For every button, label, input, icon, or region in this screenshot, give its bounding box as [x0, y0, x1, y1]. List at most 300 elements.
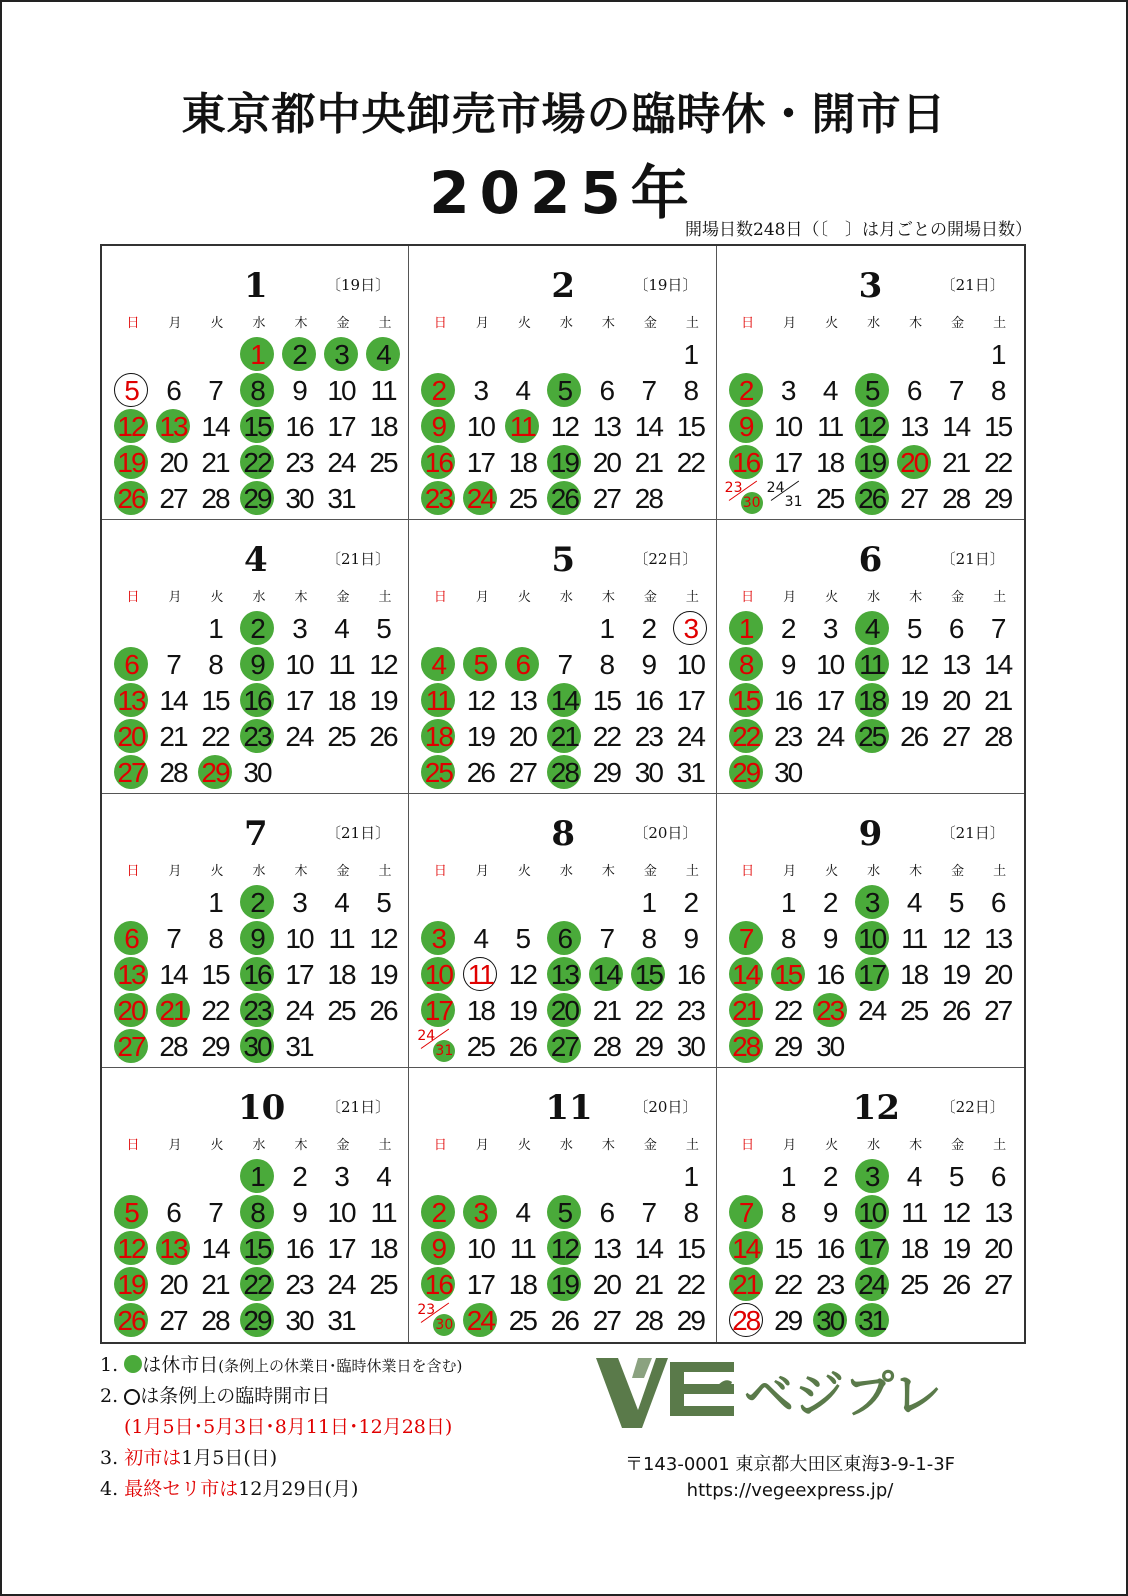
day-number: 26 [900, 721, 928, 752]
day-cell [587, 374, 625, 408]
day-number: 8 [641, 923, 656, 954]
weekday-label: 水 [559, 316, 573, 331]
day-cell [419, 482, 457, 516]
day-cell [419, 1232, 457, 1266]
day-cell [112, 1196, 150, 1230]
month-open-count: 〔22日〕 [940, 1098, 1005, 1116]
day-cell [769, 374, 807, 408]
day-number: 14 [592, 959, 620, 990]
day-number: 24 [327, 447, 355, 478]
weekday-label: 日 [126, 590, 140, 605]
day-number: 27 [592, 1305, 620, 1336]
day-cell [196, 886, 234, 920]
day-number: 23 [724, 480, 743, 496]
day-number: 3 [780, 375, 795, 406]
day-number: 3 [292, 887, 306, 918]
weekday-label: 火 [517, 1138, 531, 1153]
day-cell [671, 612, 709, 646]
day-cell [196, 1030, 234, 1064]
day-number: 24 [766, 480, 785, 496]
day-cell [895, 994, 933, 1028]
day-cell [196, 482, 234, 516]
day-number: 23 [424, 483, 452, 514]
day-number: 6 [124, 923, 138, 954]
day-number: 27 [159, 1305, 187, 1336]
day-cell [587, 612, 625, 646]
month-7 [102, 794, 409, 1068]
day-number: 18 [816, 447, 844, 478]
day-number: 17 [327, 411, 355, 442]
day-number: 16 [285, 1233, 313, 1264]
day-number: 17 [424, 995, 452, 1026]
day-number: 25 [466, 1031, 494, 1062]
day-number: 22 [592, 721, 620, 752]
day-number: 20 [117, 721, 145, 752]
day-number: 12 [466, 685, 494, 716]
day-number: 16 [774, 685, 802, 716]
day-number: 21 [592, 995, 620, 1026]
day-number: 26 [117, 1305, 145, 1336]
day-number: 4 [334, 887, 348, 918]
day-cell [322, 1196, 360, 1230]
day-number: 6 [515, 649, 530, 680]
day-number: 7 [948, 375, 963, 406]
day-cell [419, 958, 457, 992]
weekday-label: 水 [559, 590, 573, 605]
weekday-label: 火 [825, 864, 839, 879]
day-cell [671, 756, 709, 790]
green-dot-icon [124, 1355, 142, 1373]
day-number: 5 [376, 887, 390, 918]
day-cell [629, 994, 667, 1028]
day-number: 14 [201, 1233, 229, 1264]
weekday-label: 土 [993, 1138, 1007, 1153]
day-number: 2 [292, 339, 306, 370]
day-cell [112, 958, 150, 992]
weekday-label: 火 [517, 864, 531, 879]
day-number: 18 [508, 447, 536, 478]
day-number: 2 [780, 613, 795, 644]
day-number: 1 [990, 339, 1005, 370]
day-number: 11 [817, 411, 843, 442]
day-cell [629, 1304, 667, 1338]
day-number: 26 [942, 995, 970, 1026]
day-number: 31 [285, 1031, 313, 1062]
weekday-label: 月 [475, 316, 489, 331]
weekday-label: 火 [210, 1138, 224, 1153]
weekday-label: 土 [378, 1138, 392, 1153]
day-number: 18 [900, 1233, 928, 1264]
day-cell [238, 612, 276, 646]
day-number: 19 [117, 1269, 145, 1300]
day-number: 23 [816, 995, 844, 1026]
day-cell [937, 1160, 975, 1194]
day-number: 29 [676, 1305, 704, 1336]
month-open-count: 〔21日〕 [326, 1098, 391, 1116]
day-cell [364, 886, 402, 920]
day-number: 27 [550, 1031, 578, 1062]
day-number: 18 [369, 411, 397, 442]
day-pair-24-31 [765, 480, 809, 516]
day-cell [853, 410, 891, 444]
day-cell [587, 684, 625, 718]
day-number: 23 [285, 447, 313, 478]
day-cell [545, 1030, 583, 1064]
weekday-label: 木 [601, 864, 615, 879]
day-number: 11 [901, 923, 927, 954]
day-cell [364, 446, 402, 480]
day-cell [280, 374, 318, 408]
day-cell [196, 720, 234, 754]
day-cell [154, 958, 192, 992]
day-cell [364, 1160, 402, 1194]
day-number: 11 [509, 411, 535, 442]
day-number: 20 [984, 1233, 1012, 1264]
day-cell [154, 756, 192, 790]
day-cell [545, 684, 583, 718]
day-number: 15 [676, 1233, 704, 1264]
day-cell [503, 994, 541, 1028]
day-cell [112, 994, 150, 1028]
day-cell [769, 922, 807, 956]
day-number: 13 [984, 1197, 1012, 1228]
month-open-count: 〔21日〕 [940, 276, 1005, 294]
weekday-label: 水 [559, 1138, 573, 1153]
day-cell [671, 1304, 709, 1338]
day-cell [112, 1268, 150, 1302]
day-number: 14 [732, 959, 760, 990]
weekday-label: 木 [294, 1138, 308, 1153]
day-number: 24 [466, 483, 494, 514]
day-number: 15 [774, 959, 802, 990]
day-cell [280, 338, 318, 372]
day-cell [322, 886, 360, 920]
weekday-label: 金 [336, 1138, 350, 1153]
day-cell [461, 922, 499, 956]
day-number: 13 [984, 923, 1012, 954]
day-number: 15 [676, 411, 704, 442]
day-cell [853, 1196, 891, 1230]
day-number: 3 [473, 375, 488, 406]
month-open-count: 〔19日〕 [633, 276, 698, 294]
day-number: 13 [159, 1233, 187, 1264]
day-number: 29 [592, 757, 620, 788]
day-number: 26 [508, 1031, 536, 1062]
day-cell [545, 1268, 583, 1302]
day-number: 28 [634, 483, 662, 514]
day-number: 18 [369, 1233, 397, 1264]
day-cell [280, 1160, 318, 1194]
day-number: 17 [466, 447, 494, 478]
day-cell [461, 482, 499, 516]
weekday-label: 土 [378, 590, 392, 605]
day-number: 21 [732, 1269, 760, 1300]
day-number: 6 [906, 375, 921, 406]
day-number: 10 [774, 411, 802, 442]
day-cell [769, 886, 807, 920]
weekday-label: 水 [867, 316, 881, 331]
day-number: 29 [774, 1305, 802, 1336]
day-cell [853, 886, 891, 920]
day-cell [895, 1160, 933, 1194]
day-cell [727, 648, 765, 682]
weekday-label: 火 [825, 590, 839, 605]
weekday-label: 金 [951, 316, 965, 331]
day-cell [238, 1030, 276, 1064]
day-cell [937, 446, 975, 480]
day-number: 4 [906, 1161, 921, 1192]
day-number: 22 [676, 447, 704, 478]
day-cell [238, 648, 276, 682]
day-number: 16 [424, 1269, 452, 1300]
day-cell [811, 720, 849, 754]
day-number: 9 [250, 649, 264, 680]
day-cell [112, 1030, 150, 1064]
day-number: 28 [634, 1305, 662, 1336]
weekday-label: 月 [168, 316, 182, 331]
weekday-label: 日 [126, 864, 140, 879]
day-cell [461, 720, 499, 754]
day-number: 26 [117, 483, 145, 514]
day-cell [811, 684, 849, 718]
day-number: 2 [250, 887, 264, 918]
day-number: 26 [369, 995, 397, 1026]
day-number: 29 [732, 757, 760, 788]
weekday-label: 月 [168, 1138, 182, 1153]
day-number: 8 [683, 375, 698, 406]
day-number: 24 [816, 721, 844, 752]
note-4: 4. 最終セリ市は12月29日(月) [100, 1478, 359, 1500]
day-number: 26 [942, 1269, 970, 1300]
day-number: 11 [328, 649, 354, 680]
day-cell [461, 756, 499, 790]
day-number: 13 [900, 411, 928, 442]
day-cell [895, 374, 933, 408]
day-cell [280, 684, 318, 718]
day-cell [727, 374, 765, 408]
day-cell [629, 648, 667, 682]
month-number: 3 [858, 266, 883, 306]
day-cell [811, 446, 849, 480]
weekday-label: 木 [909, 1138, 923, 1153]
day-cell [587, 994, 625, 1028]
day-cell [280, 648, 318, 682]
day-number: 29 [243, 1305, 271, 1336]
day-number: 5 [473, 649, 488, 680]
day-number: 10 [285, 649, 313, 680]
day-number: 21 [984, 685, 1012, 716]
month-12 [717, 1068, 1024, 1342]
weekday-label: 月 [783, 316, 797, 331]
day-number: 30 [285, 1305, 313, 1336]
day-number: 9 [292, 375, 306, 406]
month-open-count: 〔21日〕 [940, 550, 1005, 568]
day-cell [629, 374, 667, 408]
day-number: 22 [243, 1269, 271, 1300]
day-cell [238, 1196, 276, 1230]
day-cell [671, 1232, 709, 1266]
day-cell [461, 1268, 499, 1302]
day-cell [727, 922, 765, 956]
day-number: 8 [599, 649, 614, 680]
day-cell [587, 648, 625, 682]
day-cell [629, 922, 667, 956]
month-number: 11 [545, 1088, 593, 1128]
day-cell [238, 886, 276, 920]
day-number: 23 [285, 1269, 313, 1300]
day-cell [461, 374, 499, 408]
ve-logo-icon [594, 1350, 994, 1440]
day-cell [769, 410, 807, 444]
day-number: 8 [208, 649, 222, 680]
weekday-label: 日 [741, 864, 755, 879]
day-cell [937, 374, 975, 408]
day-cell [895, 684, 933, 718]
day-number: 21 [201, 447, 229, 478]
day-cell [112, 648, 150, 682]
month-number: 10 [238, 1088, 286, 1128]
day-number: 12 [942, 923, 970, 954]
day-cell [112, 720, 150, 754]
day-number: 30 [285, 483, 313, 514]
day-number: 7 [738, 923, 753, 954]
weekday-label: 金 [643, 316, 657, 331]
day-cell [853, 958, 891, 992]
day-cell [280, 886, 318, 920]
day-cell [853, 482, 891, 516]
day-number: 20 [984, 959, 1012, 990]
day-number: 16 [676, 959, 704, 990]
day-number: 12 [117, 411, 145, 442]
day-cell [419, 446, 457, 480]
day-number: 15 [774, 1233, 802, 1264]
day-number: 5 [906, 613, 921, 644]
day-cell [727, 446, 765, 480]
open-days-note: 開場日数248日（〔 〕は月ごとの開場日数） [685, 220, 1032, 240]
day-cell [419, 684, 457, 718]
day-cell [503, 482, 541, 516]
day-number: 4 [515, 375, 530, 406]
day-number: 14 [634, 1233, 662, 1264]
day-number: 7 [557, 649, 572, 680]
day-number: 14 [550, 685, 578, 716]
day-cell [461, 410, 499, 444]
day-number: 21 [201, 1269, 229, 1300]
weekday-label: 木 [909, 864, 923, 879]
weekday-label: 月 [168, 864, 182, 879]
day-number: 7 [738, 1197, 753, 1228]
day-cell [280, 1268, 318, 1302]
day-number: 19 [466, 721, 494, 752]
day-cell [461, 1030, 499, 1064]
day-number: 1 [738, 613, 753, 644]
day-cell [727, 994, 765, 1028]
day-cell [461, 1196, 499, 1230]
day-cell [112, 1232, 150, 1266]
weekday-label: 金 [643, 1138, 657, 1153]
day-number: 20 [900, 447, 928, 478]
day-number: 3 [473, 1197, 488, 1228]
day-cell [587, 1232, 625, 1266]
day-cell [629, 612, 667, 646]
day-cell [979, 374, 1017, 408]
day-number: 21 [634, 447, 662, 478]
weekday-label: 土 [378, 864, 392, 879]
day-number: 22 [243, 447, 271, 478]
day-cell [671, 374, 709, 408]
day-number: 9 [738, 411, 753, 442]
day-cell [154, 1304, 192, 1338]
day-cell [280, 720, 318, 754]
day-cell [769, 612, 807, 646]
day-cell [322, 1232, 360, 1266]
day-number: 30 [816, 1305, 844, 1336]
day-cell [853, 1232, 891, 1266]
day-cell [811, 1030, 849, 1064]
weekday-label: 金 [951, 864, 965, 879]
weekday-label: 金 [643, 864, 657, 879]
day-number: 13 [159, 411, 187, 442]
day-cell [280, 1232, 318, 1266]
day-number: 8 [250, 1197, 264, 1228]
day-number: 8 [250, 375, 264, 406]
day-number: 9 [641, 649, 656, 680]
day-number: 8 [738, 649, 753, 680]
day-cell [419, 648, 457, 682]
day-cell [587, 410, 625, 444]
month-8 [409, 794, 716, 1068]
day-number: 15 [732, 685, 760, 716]
day-cell [629, 886, 667, 920]
day-cell [979, 922, 1017, 956]
day-number: 11 [370, 375, 396, 406]
day-cell [727, 1268, 765, 1302]
day-cell [196, 374, 234, 408]
day-number: 18 [508, 1269, 536, 1300]
month-2 [409, 246, 716, 520]
day-number: 25 [816, 483, 844, 514]
day-cell [769, 446, 807, 480]
day-cell [671, 410, 709, 444]
day-number: 22 [774, 1269, 802, 1300]
day-cell [154, 1232, 192, 1266]
month-number: 4 [244, 540, 268, 580]
day-cell [769, 756, 807, 790]
weekday-label: 火 [825, 1138, 839, 1153]
note-1: 1. は休市日(条例上の休業日･臨時休業日を含む) [100, 1354, 463, 1376]
day-cell [979, 446, 1017, 480]
day-cell [587, 1268, 625, 1302]
day-number: 31 [676, 757, 704, 788]
day-cell [461, 994, 499, 1028]
day-number: 25 [900, 995, 928, 1026]
website-url[interactable]: https://vegeexpress.jp/ [686, 1480, 894, 1501]
day-cell [364, 338, 402, 372]
day-number: 5 [376, 613, 390, 644]
day-cell [979, 612, 1017, 646]
day-cell [280, 1030, 318, 1064]
day-number: 2 [738, 375, 753, 406]
day-number: 9 [822, 923, 837, 954]
day-cell [364, 684, 402, 718]
day-number: 23 [676, 995, 704, 1026]
day-number: 16 [816, 959, 844, 990]
day-number: 23 [774, 721, 802, 752]
day-number: 30 [816, 1031, 844, 1062]
day-cell [937, 922, 975, 956]
day-number: 13 [592, 411, 620, 442]
weekday-label: 木 [294, 316, 308, 331]
